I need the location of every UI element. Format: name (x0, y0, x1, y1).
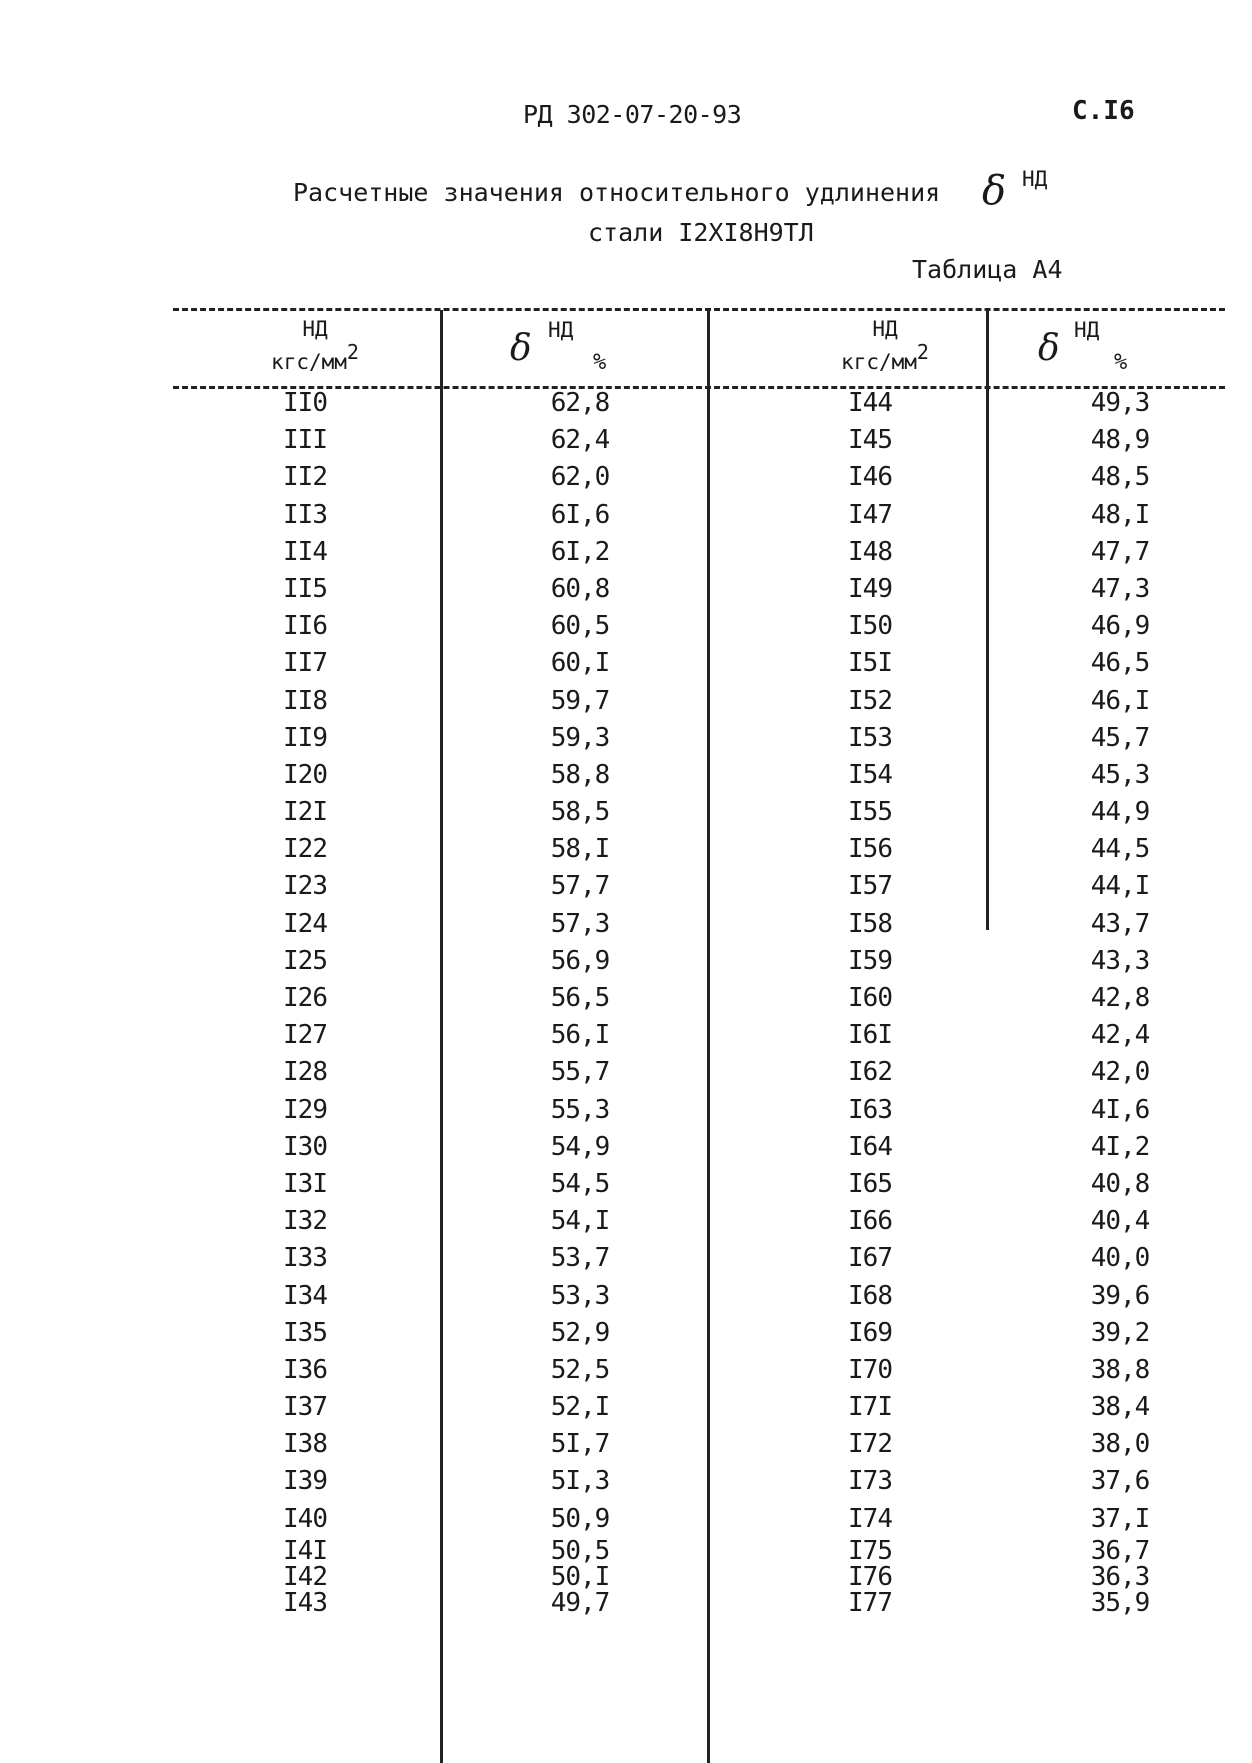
elongation-left-cell: 62,0 (550, 462, 610, 493)
stress-right-cell: I49 (848, 573, 892, 604)
stress-right-cell: I54 (848, 759, 892, 790)
elongation-right-cell: 46,I (1090, 685, 1150, 716)
stress-right-cell: I70 (848, 1354, 892, 1385)
stress-left-cell: I36 (283, 1354, 327, 1385)
stress-right-cell: I47 (848, 499, 892, 530)
stress-right-cell: I73 (848, 1466, 892, 1497)
elongation-left-cell: 60,I (550, 648, 610, 679)
stress-right-cell: I72 (848, 1429, 892, 1460)
elongation-right-cell: 44,9 (1090, 797, 1150, 828)
page-number: С.I6 (1072, 96, 1135, 126)
stress-left-cell: I22 (283, 834, 327, 865)
elongation-left-tail-block (510, 1538, 650, 1616)
elongation-left-cell: 5I,3 (550, 1466, 610, 1497)
column-divider-3 (986, 310, 989, 930)
stress-right-cell: I59 (848, 945, 892, 976)
elongation-left-cell: 49,7 (550, 1588, 610, 1618)
elongation-left-cell: 56,I (550, 1020, 610, 1051)
stress-left-cell: I34 (283, 1280, 327, 1311)
elongation-right-cell: 48,I (1090, 499, 1150, 530)
stress-left-cell: I29 (283, 1094, 327, 1125)
stress-left-cell: II2 (283, 462, 327, 493)
elongation-left-cell: 50,9 (550, 1503, 610, 1534)
elongation-left-cell: 60,8 (550, 573, 610, 604)
table-label: Таблица А4 (912, 255, 1063, 284)
elongation-right-cell: 39,6 (1090, 1280, 1150, 1311)
stress-left-cell: II4 (283, 536, 327, 567)
elongation-right-cell: 44,I (1090, 871, 1150, 902)
elongation-left-cell: 53,3 (550, 1280, 610, 1311)
elongation-left-cell: 5I,7 (550, 1429, 610, 1460)
elongation-right-cell: 4I,2 (1090, 1131, 1150, 1162)
elongation-right-cell: 45,7 (1090, 722, 1150, 753)
elongation-left-cell: 62,4 (550, 425, 610, 456)
header-unit: кгс/$мм^2$ (271, 340, 359, 374)
elongation-left-cell: 59,3 (550, 722, 610, 753)
elongation-right-cell: 40,0 (1090, 1243, 1150, 1274)
column-stress-left (230, 385, 380, 1538)
stress-right-cell: I56 (848, 834, 892, 865)
stress-left-cell: I33 (283, 1243, 327, 1274)
document-code: РД 302-07-20-93 (523, 100, 742, 129)
stress-right-cell: I77 (848, 1588, 892, 1618)
header-stress-left (200, 318, 430, 374)
header-elongation-left (440, 310, 707, 386)
elongation-right-cell: 36,3 (1090, 1562, 1150, 1592)
stress-right-cell: I57 (848, 871, 892, 902)
column-elongation-right (1055, 385, 1185, 1538)
elongation-right-cell: 49,3 (1090, 388, 1150, 418)
elongation-right-cell: 46,5 (1090, 648, 1150, 679)
stress-left-cell: I23 (283, 871, 327, 902)
stress-left-cell: I28 (283, 1057, 327, 1088)
stress-left-cell: III (283, 425, 327, 456)
elongation-right-cell: 37,I (1090, 1503, 1150, 1534)
stress-right-cell: I60 (848, 983, 892, 1013)
stress-left-cell: I2I (283, 797, 327, 828)
header-unit: кгс/$мм^2$ (841, 340, 929, 374)
elongation-left-cell: 52,9 (550, 1317, 610, 1348)
title-line-2: стали I2XI8H9TЛ (588, 218, 814, 247)
stress-left-cell: I43 (283, 1588, 327, 1618)
stress-left-cell: II5 (283, 573, 327, 604)
stress-right-cell: I48 (848, 536, 892, 567)
stress-left-cell: I20 (283, 759, 327, 790)
stress-right-cell: I74 (848, 1503, 892, 1534)
stress-left-cell: II3 (283, 499, 327, 530)
stress-left-cell: I24 (283, 908, 327, 939)
elongation-right-cell: 47,3 (1090, 573, 1150, 604)
elongation-right-cell: 37,6 (1090, 1466, 1150, 1497)
column-elongation-left (510, 385, 650, 1538)
elongation-left-cell: 56,9 (550, 945, 610, 976)
stress-right-cell: I55 (848, 797, 892, 828)
elongation-right-cell: 38,4 (1090, 1392, 1150, 1423)
elongation-right-cell: 43,3 (1090, 945, 1150, 976)
header-superscript: НД (548, 318, 574, 342)
stress-left-cell: I4I (283, 1536, 327, 1566)
stress-right-cell: I67 (848, 1243, 892, 1274)
stress-left-cell: II9 (283, 722, 327, 753)
elongation-left-cell: 53,7 (550, 1243, 610, 1274)
elongation-right-cell: 44,5 (1090, 834, 1150, 865)
elongation-right-cell: 48,9 (1090, 425, 1150, 456)
stress-right-cell: I44 (848, 388, 892, 418)
delta-superscript: НД (1022, 167, 1048, 191)
stress-right-cell: I45 (848, 425, 892, 456)
elongation-left-cell: 57,3 (550, 908, 610, 939)
elongation-right-cell: 43,7 (1090, 908, 1150, 939)
stress-right-cell: I5I (848, 648, 892, 679)
stress-left-cell: I3I (283, 1168, 327, 1199)
stress-left-tail-block (230, 1538, 380, 1616)
stress-right-cell: I52 (848, 685, 892, 716)
stress-left-cell: I42 (283, 1562, 327, 1592)
stress-right-cell: I63 (848, 1094, 892, 1125)
header-superscript: НД (1074, 318, 1100, 342)
title-line-1: Расчетные значения относительного удлинения (293, 178, 941, 207)
elongation-right-cell: 48,5 (1090, 462, 1150, 493)
elongation-right-cell: 42,4 (1090, 1020, 1150, 1051)
header-superscript: НД (302, 317, 328, 341)
stress-left-cell: I26 (283, 983, 327, 1013)
elongation-right-cell: 38,0 (1090, 1429, 1150, 1460)
header-delta-symbol: δ (510, 328, 532, 369)
elongation-right-cell: 36,7 (1090, 1536, 1150, 1566)
elongation-right-cell: 46,9 (1090, 611, 1150, 642)
elongation-left-cell: 58,I (550, 834, 610, 865)
elongation-left-cell: 54,I (550, 1206, 610, 1237)
stress-left-cell: II8 (283, 685, 327, 716)
stress-left-cell: I32 (283, 1206, 327, 1237)
stress-left-cell: I27 (283, 1020, 327, 1051)
stress-right-tail-block (800, 1538, 940, 1616)
elongation-right-cell: 45,3 (1090, 759, 1150, 790)
elongation-left-cell: 58,5 (550, 797, 610, 828)
stress-left-cell: I35 (283, 1317, 327, 1348)
stress-right-cell: I53 (848, 722, 892, 753)
header-unit: % (593, 350, 607, 375)
elongation-right-cell: 47,7 (1090, 536, 1150, 567)
elongation-left-cell: 54,5 (550, 1168, 610, 1199)
elongation-right-cell: 38,8 (1090, 1354, 1150, 1385)
stress-left-cell: I40 (283, 1503, 327, 1534)
stress-right-cell: I58 (848, 908, 892, 939)
elongation-left-cell: 50,5 (550, 1536, 610, 1566)
stress-left-cell: II0 (283, 388, 327, 418)
stress-right-cell: I7I (848, 1392, 892, 1423)
elongation-right-cell: 42,0 (1090, 1057, 1150, 1088)
elongation-left-cell: 56,5 (550, 983, 610, 1013)
stress-right-cell: I6I (848, 1020, 892, 1051)
elongation-right-cell: 40,8 (1090, 1168, 1150, 1199)
column-divider-1 (440, 310, 443, 1763)
stress-left-cell: I39 (283, 1466, 327, 1497)
stress-right-cell: I76 (848, 1562, 892, 1592)
elongation-left-cell: 52,I (550, 1392, 610, 1423)
elongation-left-cell: 57,7 (550, 871, 610, 902)
header-superscript: НД (872, 317, 898, 341)
elongation-left-cell: 6I,6 (550, 499, 610, 530)
stress-left-cell: I25 (283, 945, 327, 976)
header-delta-symbol: δ (1038, 328, 1060, 369)
elongation-left-cell: 62,8 (550, 388, 610, 418)
stress-right-cell: I65 (848, 1168, 892, 1199)
stress-right-cell: I69 (848, 1317, 892, 1348)
elongation-left-cell: 60,5 (550, 611, 610, 642)
stress-right-cell: I68 (848, 1280, 892, 1311)
stress-left-cell: I38 (283, 1429, 327, 1460)
elongation-left-cell: 55,7 (550, 1057, 610, 1088)
stress-left-cell: II6 (283, 611, 327, 642)
column-stress-right (800, 385, 940, 1538)
elongation-left-cell: 58,8 (550, 759, 610, 790)
elongation-right-tail-block (1055, 1538, 1185, 1616)
column-divider-2 (707, 310, 710, 1763)
stress-right-cell: I50 (848, 611, 892, 642)
stress-right-cell: I46 (848, 462, 892, 493)
header-unit: % (1114, 350, 1128, 375)
stress-left-cell: I37 (283, 1392, 327, 1423)
elongation-left-cell: 50,I (550, 1562, 610, 1592)
stress-right-cell: I64 (848, 1131, 892, 1162)
header-elongation-right (986, 310, 1226, 386)
elongation-right-cell: 35,9 (1090, 1588, 1150, 1618)
stress-right-cell: I66 (848, 1206, 892, 1237)
elongation-right-cell: 4I,6 (1090, 1094, 1150, 1125)
stress-left-cell: II7 (283, 648, 327, 679)
elongation-left-cell: 59,7 (550, 685, 610, 716)
elongation-left-cell: 55,3 (550, 1094, 610, 1125)
stress-right-cell: I62 (848, 1057, 892, 1088)
elongation-left-cell: 54,9 (550, 1131, 610, 1162)
elongation-right-cell: 40,4 (1090, 1206, 1150, 1237)
elongation-right-cell: 42,8 (1090, 983, 1150, 1013)
stress-left-cell: I30 (283, 1131, 327, 1162)
elongation-left-cell: 6I,2 (550, 536, 610, 567)
elongation-right-cell: 39,2 (1090, 1317, 1150, 1348)
stress-right-cell: I75 (848, 1536, 892, 1566)
delta-symbol: δ (982, 168, 1007, 214)
elongation-left-cell: 52,5 (550, 1354, 610, 1385)
header-stress-right (770, 318, 1000, 374)
